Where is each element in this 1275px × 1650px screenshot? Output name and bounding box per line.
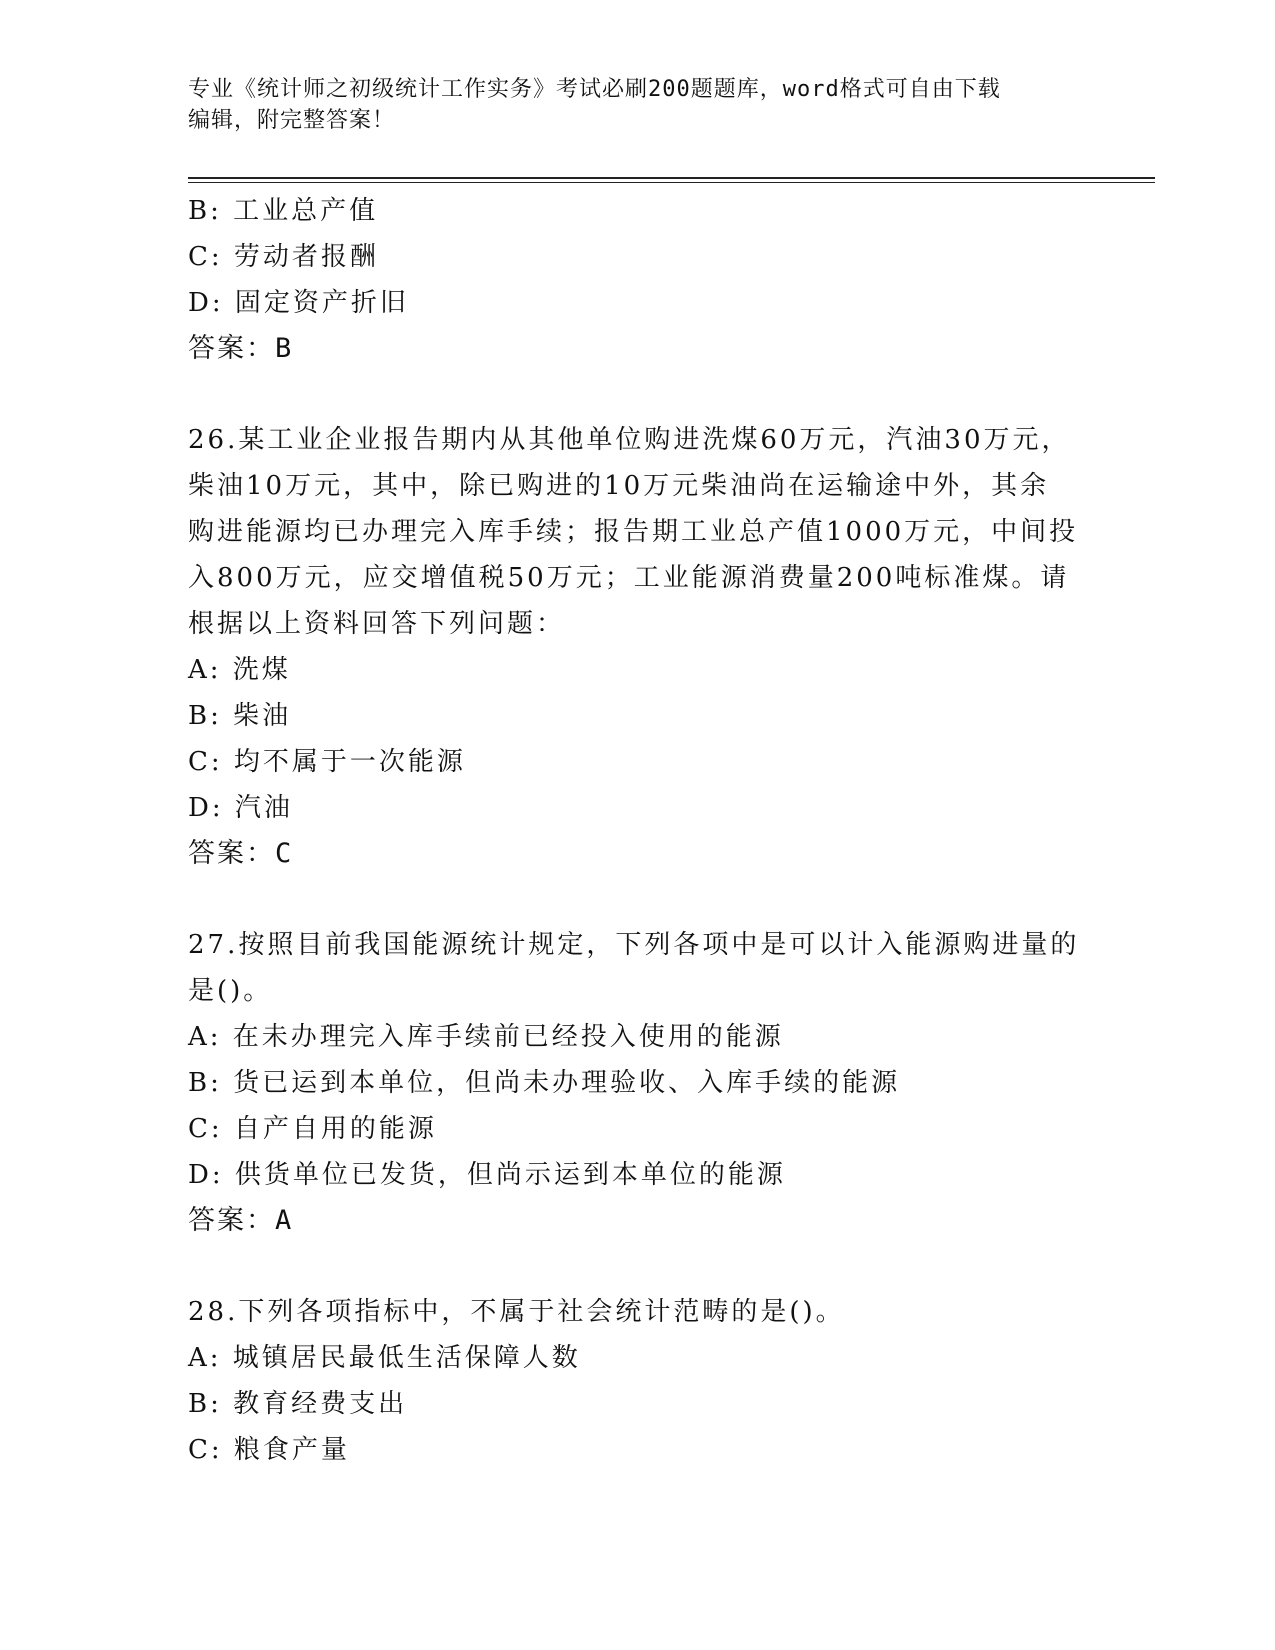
- document-body: [188, 188, 1088, 1473]
- question-text-line: 根据以上资料回答下列问题：: [188, 609, 566, 639]
- question-25-continued: [188, 188, 1088, 372]
- spacer: [188, 877, 1088, 922]
- option-c: C: 粮食产量: [188, 1435, 350, 1465]
- question-28: [188, 1289, 1088, 1473]
- header-line-2: 编辑，附完整答案！: [188, 108, 396, 133]
- option-d: D: 固定资产折旧: [188, 288, 409, 318]
- header-divider-top: [188, 177, 1155, 179]
- option-a: A: 在未办理完入库手续前已经投入使用的能源: [188, 1022, 784, 1052]
- question-text-line: 购进能源均已办理完入库手续；报告期工业总产值1000万元，中间投: [188, 517, 1079, 547]
- document-header: [188, 74, 1088, 136]
- header-line-1: 专业《统计师之初级统计工作实务》考试必刷200题题库，word格式可自由下载: [188, 77, 1001, 102]
- question-text-line: 入800万元，应交增值税50万元；工业能源消费量200吨标准煤。请: [188, 563, 1070, 593]
- question-26: [188, 417, 1088, 877]
- spacer: [188, 1244, 1088, 1289]
- answer-line: 答案：A: [188, 1205, 294, 1236]
- header-divider-bottom: [188, 182, 1155, 183]
- option-d: D: 供货单位已发货，但尚示运到本单位的能源: [188, 1160, 786, 1190]
- answer-line: 答案：B: [188, 333, 294, 364]
- question-text-line: 柴油10万元，其中，除已购进的10万元柴油尚在运输途中外，其余: [188, 471, 1050, 501]
- spacer: [188, 372, 1088, 417]
- question-text-line: 是()。: [188, 976, 273, 1006]
- option-c: C: 劳动者报酬: [188, 242, 379, 272]
- option-a: A: 城镇居民最低生活保障人数: [188, 1343, 581, 1373]
- option-d: D: 汽油: [188, 793, 293, 823]
- option-b: B: 柴油: [188, 701, 292, 731]
- option-c: C: 均不属于一次能源: [188, 747, 466, 777]
- question-27: [188, 922, 1088, 1244]
- answer-line: 答案：C: [188, 838, 294, 869]
- option-c: C: 自产自用的能源: [188, 1114, 437, 1144]
- question-text-line: 27.按照目前我国能源统计规定，下列各项中是可以计入能源购进量的: [188, 930, 1080, 960]
- option-b: B: 货已运到本单位，但尚未办理验收、入库手续的能源: [188, 1068, 901, 1098]
- option-b: B: 工业总产值: [188, 196, 379, 226]
- option-a: A: 洗煤: [188, 655, 291, 685]
- question-text-line: 28.下列各项指标中，不属于社会统计范畴的是()。: [188, 1297, 845, 1327]
- option-b: B: 教育经费支出: [188, 1389, 408, 1419]
- question-text-line: 26.某工业企业报告期内从其他单位购进洗煤60万元，汽油30万元，: [188, 425, 1071, 455]
